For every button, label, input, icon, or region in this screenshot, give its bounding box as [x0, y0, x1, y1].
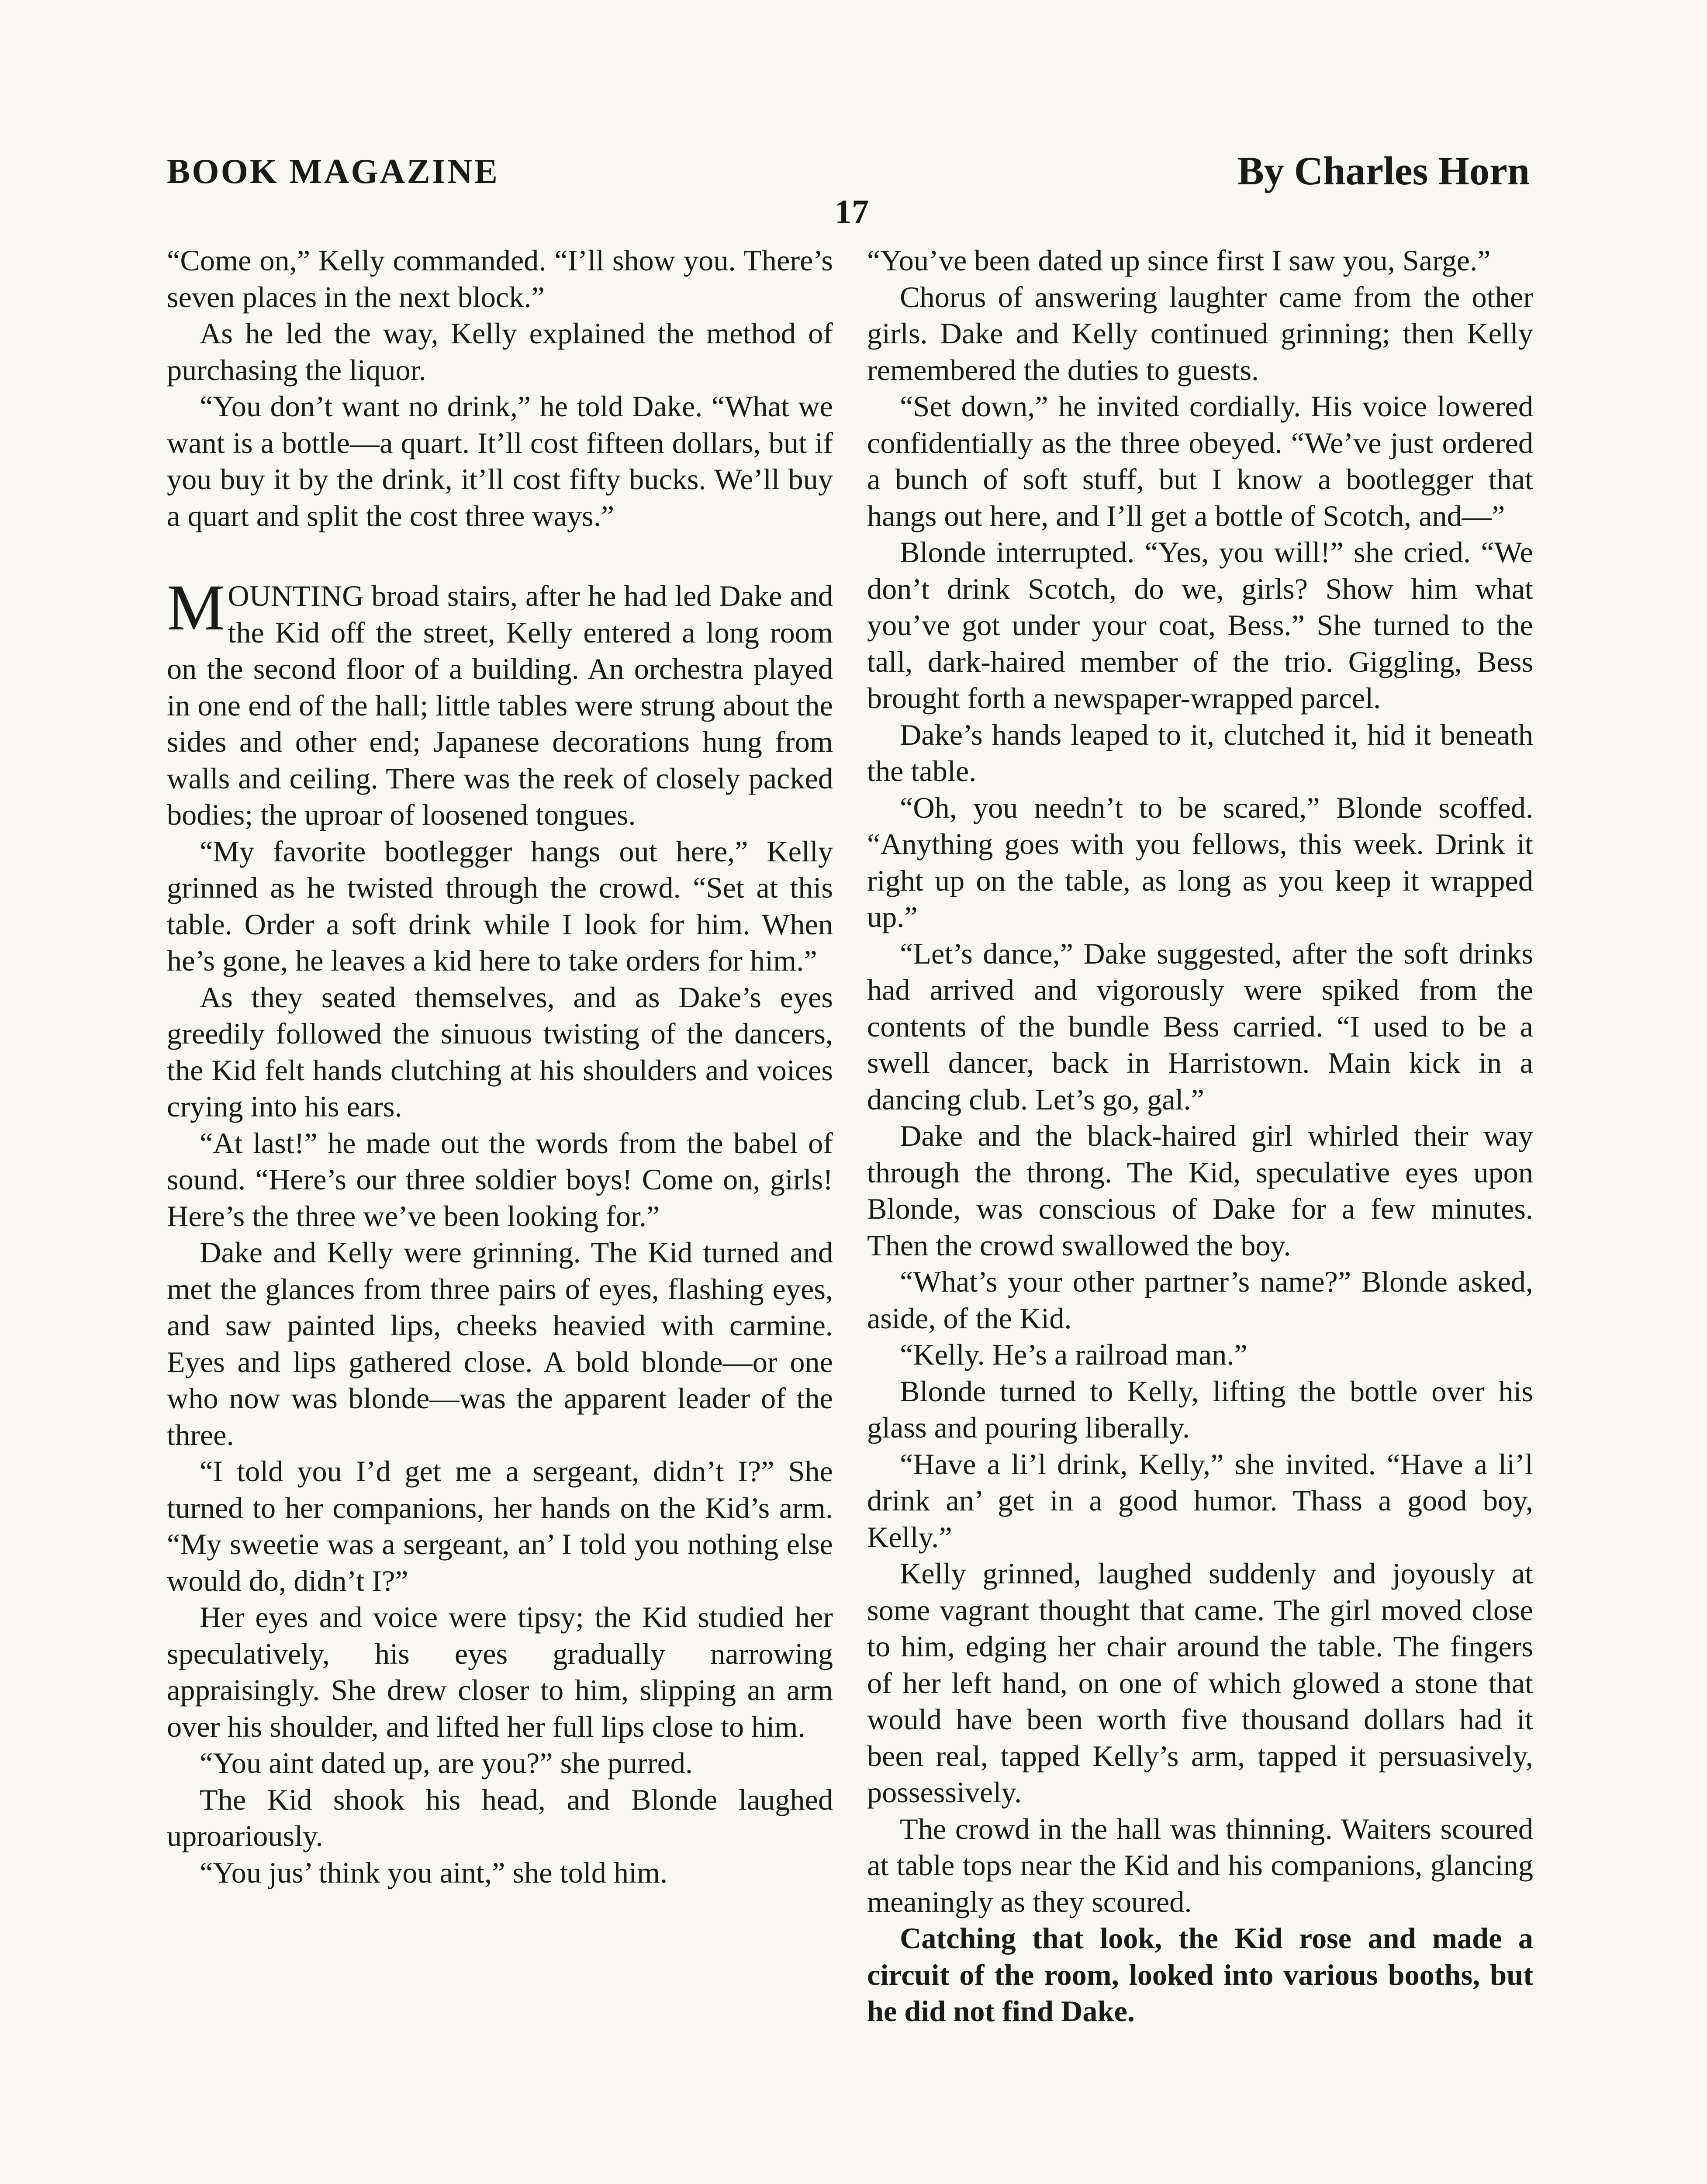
drop-cap: M [167, 571, 225, 644]
paragraph: “What’s your other partner’s name?” Blonde asked, aside, of the Kid. [867, 1265, 1533, 1335]
paragraph: Blonde interrupted. “Yes, you will!” she cried. “We don’t drink Scotch, do we, girls? Show him what you’ve got under your coat, Bess.” She turned to the tall, dark-haired member of the trio. Giggling, Bess brought forth a newspaper-wrapped parcel. [867, 536, 1533, 715]
paragraph: Dake’s hands leaped to it, clutched it, hid it beneath the table. [867, 718, 1533, 788]
publication-title: BOOK MAGAZINE [167, 152, 499, 191]
paragraph: Kelly grinned, laughed suddenly and joyously at some vagrant thought that came. The girl moved close to him, edging her chair around the table. The fingers of her left hand, on one of which glowed a stone that would have been worth five thousand dollars had it been real, tapped Kelly’s arm, tapped it persuasively, possessively. [867, 1557, 1533, 1809]
left-column [167, 242, 833, 1891]
paragraph: “Kelly. He’s a railroad man.” [900, 1338, 1247, 1371]
paragraph: “You jus’ think you aint,” she told him. [200, 1856, 668, 1889]
section-opening-paragraph [167, 571, 833, 833]
author-byline: By Charles Horn [1237, 149, 1530, 193]
paragraph: “Come on,” Kelly commanded. “I’ll show you. There’s seven places in the next block.” [167, 244, 833, 314]
paragraph: As he led the way, Kelly explained the method of purchasing the liquor. [167, 317, 833, 387]
paragraph: “You aint dated up, are you?” she purred. [200, 1746, 693, 1780]
paragraph: Her eyes and voice were tipsy; the Kid studied her speculatively, his eyes gradually narrowing appraisingly. She drew closer to him, slipping an arm over his shoulder, and lifted her full lips close to him. [167, 1600, 833, 1743]
paragraph: Dake and the black-haired girl whirled their way through the throng. The Kid, speculative eyes upon Blonde, was conscious of Dake for a few minutes. Then the crowd swallowed the boy. [867, 1119, 1533, 1262]
page-number: 17 [835, 193, 869, 231]
paragraph: “I told you I’d get me a sergeant, didn’t I?” She turned to her companions, her hands on the Kid’s arm. “My sweetie was a sergeant, an’ I told you nothing else would do, didn’t I?” [167, 1455, 833, 1597]
paragraph: Dake and Kelly were grinning. The Kid turned and met the glances from three pairs of eyes, flashing eyes, and saw painted lips, cheeks heavied with carmine. Eyes and lips gathered close. A bold blonde—or one who now was blonde—was the apparent leader of the three. [167, 1236, 833, 1451]
paragraph: The crowd in the hall was thinning. Waiters scoured at table tops near the Kid and his companions, glancing meaningly as they scoured. [867, 1812, 1533, 1918]
right-column [867, 242, 1533, 2030]
paragraph: “At last!” he made out the words from the babel of sound. “Here’s our three soldier boys! Come on, girls! Here’s the three we’ve been looking for.” [167, 1126, 833, 1233]
paragraph: “My favorite bootlegger hangs out here,” Kelly grinned as he twisted through the crowd. “Set at this table. Order a soft drink while I look for him. When he’s gone, he leaves a kid here to take orders for him.” [167, 834, 833, 977]
paragraph: “You don’t want no drink,” he told Dake. “What we want is a bottle—a quart. It’ll cost fifteen dollars, but if you buy it by the drink, it’ll cost fifty bucks. We’ll buy a quart and split the cost three ways.” [167, 390, 833, 532]
paragraph: “Let’s dance,” Dake suggested, after the soft drinks had arrived and vigorously were spiked from the contents of the bundle Bess carried. “I used to be a swell dancer, back in Harristown. Main kick in a dancing club. Let’s go, gal.” [867, 936, 1533, 1116]
paragraph-text: OUNTING broad stairs, after he had led Dake and the Kid off the street, Kelly entered a long room on the second floor of a building. An orchestra played in one end of the hall; little tables were strung about the sides and other end; Japanese decorations hung from walls and ceiling. There was the reek of closely packed bodies; the uproar of loosened tongues. [167, 579, 833, 831]
paragraph: “Have a li’l drink, Kelly,” she invited. “Have a li’l drink an’ get in a good humor. Thass a good boy, Kelly.” [867, 1447, 1533, 1554]
paragraph: As they seated themselves, and as Dake’s eyes greedily followed the sinuous twisting of the dancers, the Kid felt hands clutching at his shoulders and voices crying into his ears. [167, 980, 833, 1123]
paragraph: “You’ve been dated up since first I saw you, Sarge.” [867, 244, 1491, 277]
paragraph: “Set down,” he invited cordially. His voice lowered confidentially as the three obeyed. “We’ve just ordered a bunch of soft stuff, but I know a bootlegger that hangs out here, and I’ll get a bottle of Scotch, and—” [867, 390, 1533, 532]
paragraph: The Kid shook his head, and Blonde laughed uproariously. [167, 1783, 833, 1852]
paragraph: Blonde turned to Kelly, lifting the bottle over his glass and pouring liberally. [867, 1374, 1533, 1444]
paragraph: Chorus of answering laughter came from the other girls. Dake and Kelly continued grinning; then Kelly remembered the duties to guests. [867, 280, 1533, 387]
paragraph: “Oh, you needn’t to be scared,” Blonde scoffed. “Anything goes with you fellows, this week. Drink it right up on the table, as long as you keep it wrapped up.” [867, 791, 1533, 933]
paragraph: Catching that look, the Kid rose and made a circuit of the room, looked into various booths, but he did not find Dake. [867, 1921, 1533, 2028]
